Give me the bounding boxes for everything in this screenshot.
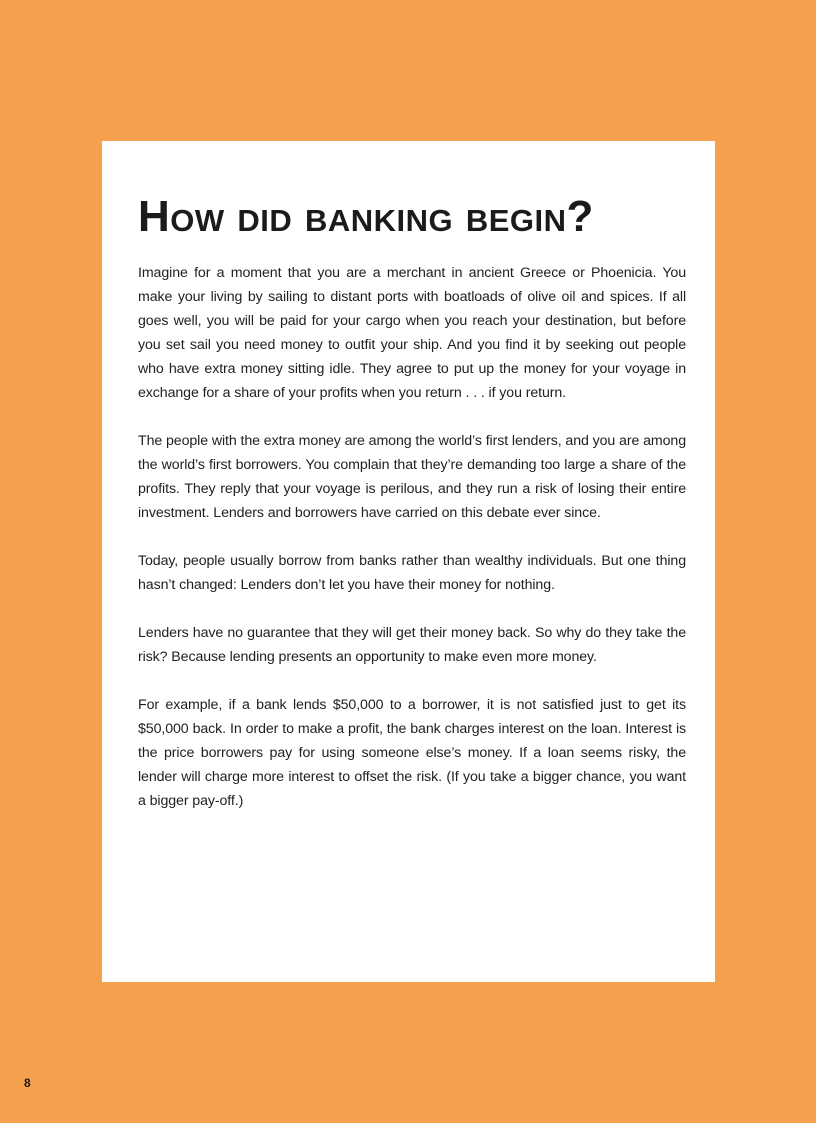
body-text: [138, 261, 686, 837]
content-panel: [102, 141, 715, 982]
paragraph: Lenders have no guarantee that they will get their money back. So why do they take the risk? Because lending presents an opportunity to make even more money.: [138, 625, 686, 665]
paragraph: For example, if a bank lends $50,000 to a borrower, it is not satisfied just to get its $50,000 back. In order to make a profit, the bank charges interest on the loan. Interest is the price borrowers pay for using someone else’s money. If a loan seems risky, the lender will charge more interest to offset the risk. (If you take a bigger chance, you want a bigger pay-off.): [138, 697, 686, 809]
paragraph: The people with the extra money are among the world’s first lenders, and you are among the world’s first borrowers. You complain that they’re demanding too large a share of the profits. They reply that your voyage is perilous, and they run a risk of losing their entire investment. Lenders and borrowers have carried on this debate ever since.: [138, 433, 686, 521]
paragraph: Today, people usually borrow from banks rather than wealthy individuals. But one thing hasn’t changed: Lenders don’t let you have their money for nothing.: [138, 553, 686, 593]
paragraph: Imagine for a moment that you are a merchant in ancient Greece or Phoenicia. You make your living by sailing to distant ports with boatloads of olive oil and spices. If all goes well, you will be paid for your cargo when you reach your destination, but before you set sail you need money to outfit your ship. And you find it by seeking out people who have extra money sitting idle. They agree to put up the money for your voyage in exchange for a share of your profits when you return . . . if you return.: [138, 265, 686, 401]
page-number: 8: [24, 1076, 31, 1090]
page-title: How did banking begin?: [138, 192, 594, 241]
